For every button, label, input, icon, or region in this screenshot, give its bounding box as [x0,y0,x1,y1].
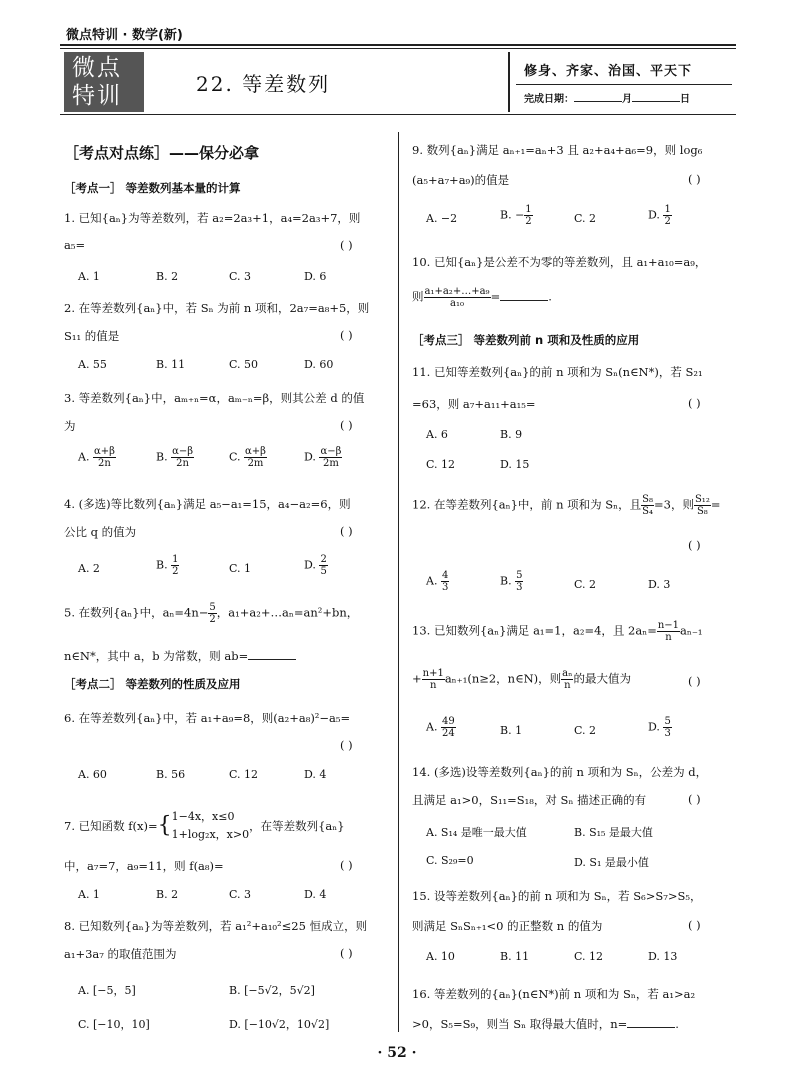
q8-text: 8. 已知数列{aₙ}为等差数列，若 a₁²+a₁₀²≤25 恒成立，则 [64,919,368,933]
q7-answer-paren[interactable]: ( ) [340,858,353,872]
q1-option-c: C. 3 [229,270,252,283]
q15-option-d: D. 13 [648,950,678,963]
q13-option-c: C. 2 [574,724,597,737]
q11-option-d: D. 15 [500,458,530,471]
q12-option-c: C. 2 [574,578,597,591]
q2-text-2: S₁₁ 的值是 [64,329,120,343]
header-rule-thin [60,48,736,49]
q6-option-a: A. 60 [78,768,107,781]
column-divider [398,132,399,1032]
q10-answer-blank[interactable] [500,300,548,301]
q1-text-2: a₅= [64,238,86,252]
q8-answer-paren[interactable]: ( ) [340,946,353,960]
q6-answer-paren[interactable]: ( ) [340,738,353,752]
q2-option-c: C. 50 [229,358,259,371]
q8-option-c: C. [−10，10] [78,1018,150,1031]
q7-option-a: A. 1 [78,888,100,901]
q3-option-a: A. $\frac{\alpha+\beta}{2n}$ [78,446,115,469]
series-label: 微点特训 · 数学(新) [66,28,183,43]
q8-option-a: A. [−5，5] [78,984,136,997]
q7-text: 7. 已知函数 f(x)={ 1−4x，x≤0 1+log₂x，x>0 ，在等差数列{aₙ} [64,806,345,846]
q9-text: 9. 数列{aₙ}满足 aₙ₊₁=aₙ+3 且 a₂+a₄+a₆=9，则 log₆ [412,143,703,157]
q9-option-a: A. −2 [426,212,458,225]
q3-answer-paren[interactable]: ( ) [340,418,353,432]
q10-text: 10. 已知{aₙ}是公差不为零的等差数列，且 a₁+a₁₀=a₉， [412,255,707,269]
q6-option-b: B. 56 [156,768,186,781]
q5-text: 5. 在数列{aₙ}中，aₙ=4n− $\frac{5}{2}$ ，a₁+a₂+…aₙ=an²+bn， [64,602,359,625]
q11-option-c: C. 12 [426,458,456,471]
q3-text: 3. 等差数列{aₙ}中，aₘ₊ₙ=α，aₘ₋ₙ=β，则其公差 d 的值 [64,391,365,405]
q9-option-c: C. 2 [574,212,597,225]
q2-text: 2. 在等差数列{aₙ}中，若 Sₙ 为前 n 项和，2a₇=a₈+5，则 [64,301,370,315]
q1-answer-paren[interactable]: ( ) [340,238,353,252]
motto-rule [516,84,732,85]
page-number: · 52 · [377,1045,417,1061]
topic-1-heading: ［考点一］ 等差数列基本量的计算 [64,181,241,195]
q14-option-c: C. S₂₉=0 [426,854,474,867]
q8-option-d: D. [−10√2，10√2] [229,1018,330,1031]
q5-answer-blank[interactable] [248,659,296,660]
q12-text: 12. 在等差数列{aₙ}中，前 n 项和为 Sₙ，且 $\frac{\text{S₈}}{\text{S₄}}$ =3，则 $\frac{\text{S₁₂}}{\text{S₈}}$ = [412,494,721,517]
q16-text: 16. 等差数列的{aₙ}(n∈N*)前 n 项和为 Sₙ，若 a₁>a₂ [412,987,696,1001]
q4-option-d: D. $\frac{2}{5}$ [304,554,327,577]
q13-answer-paren[interactable]: ( ) [688,674,701,688]
q14-option-b: B. S₁₅ 是最大值 [574,826,653,839]
q15-option-b: B. 11 [500,950,530,963]
q2-option-a: A. 55 [78,358,107,371]
q10-text-2: 则 $\frac{\text{a₁+a₂+…+a₉}}{\text{a₁₀}}$ = . [412,286,552,309]
q11-option-b: B. 9 [500,428,523,441]
q11-option-a: A. 6 [426,428,448,441]
q4-text: 4. (多选)等比数列{aₙ}满足 a₅−a₁=15，a₄−a₂=6，则 [64,497,351,511]
q2-option-d: D. 60 [304,358,334,371]
q12-option-b: B. $\frac{5}{3}$ [500,570,523,593]
badge-line-2: 特训 [72,83,122,109]
q13-option-d: D. $\frac{5}{3}$ [648,716,671,739]
q13-text-2: + $\frac{n+1}{n}$ aₙ₊₁(n≥2，n∈N)，则 $\frac{\text{aₙ}}{n}$ 的最大值为 [412,668,631,691]
q1-option-a: A. 1 [78,270,100,283]
q9-option-d: D. $\frac{1}{2}$ [648,204,671,227]
q4-option-b: B. $\frac{1}{2}$ [156,554,179,577]
topic-2-heading: ［考点二］ 等差数列的性质及应用 [64,677,241,691]
day-label: 日 [680,94,690,105]
q8-option-b: B. [−5√2，5√2] [229,984,315,997]
series-badge [64,52,144,112]
q11-answer-paren[interactable]: ( ) [688,396,701,410]
header-rule [60,44,736,46]
date-label: 完成日期： [524,94,574,105]
q15-option-c: C. 12 [574,950,604,963]
q3-option-b: B. $\frac{\alpha-\beta}{2n}$ [156,446,194,469]
q16-answer-blank[interactable] [627,1027,675,1028]
q2-answer-paren[interactable]: ( ) [340,328,353,342]
q3-text-2: 为 [64,419,76,433]
q12-option-a: A. $\frac{4}{3}$ [426,570,449,593]
month-label: 月 [622,94,632,105]
q12-option-d: D. 3 [648,578,671,591]
q7-text-2: 中，a₇=7，a₉=11，则 f(a₈)= [64,859,224,873]
q4-text-2: 公比 q 的值为 [64,525,137,539]
q14-option-a: A. S₁₄ 是唯一最大值 [426,826,527,839]
header-bottom-rule [60,114,736,115]
q14-text: 14. (多选)设等差数列{aₙ}的前 n 项和为 Sₙ，公差为 d， [412,765,708,779]
day-blank[interactable] [632,101,680,102]
q6-option-d: D. 4 [304,768,327,781]
completion-date [524,90,690,105]
q4-option-c: C. 1 [229,562,252,575]
q14-answer-paren[interactable]: ( ) [688,792,701,806]
q11-text: 11. 已知等差数列{aₙ}的前 n 项和为 Sₙ(n∈N*)，若 S₂₁ [412,365,703,379]
topic-3-heading: ［考点三］ 等差数列前 n 项和及性质的应用 [412,333,640,347]
q3-option-d: D. $\frac{\alpha-\beta}{2m}$ [304,446,342,469]
section-heading: ［考点对点练］——保分必拿 [64,144,260,162]
q7-option-c: C. 3 [229,888,252,901]
q6-text: 6. 在等差数列{aₙ}中，若 a₁+a₉=8，则(a₂+a₈)²−a₅= [64,711,351,725]
q7-case-2: 1+log₂x，x>0 [171,828,250,841]
q7-option-d: D. 4 [304,888,327,901]
q4-answer-paren[interactable]: ( ) [340,524,353,538]
q3-option-c: C. $\frac{\alpha+\beta}{2m}$ [229,446,266,469]
q11-text-2: =63，则 a₇+a₁₁+a₁₅= [412,397,536,411]
q16-text-2: >0，S₅=S₉，则当 Sₙ 取得最大值时，n= . [412,1017,679,1031]
q14-text-2: 且满足 a₁>0，S₁₁=S₁₈，对 Sₙ 描述正确的有 [412,793,647,807]
motto-box [508,52,732,112]
q2-option-b: B. 11 [156,358,186,371]
q1-option-b: B. 2 [156,270,179,283]
q12-answer-paren[interactable]: ( ) [688,538,701,552]
q6-option-c: C. 12 [229,768,259,781]
q8-text-2: a₁+3a₇ 的取值范围为 [64,947,177,961]
q9-option-b: B. − $\frac{1}{2}$ [500,204,532,227]
q13-option-a: A. $\frac{49}{24}$ [426,716,455,739]
q9-text-2: (a₅+a₇+a₉)的值是 [412,173,510,187]
q15-text-2: 则满足 SₙSₙ₊₁<0 的正整数 n 的值为 [412,919,603,933]
month-blank[interactable] [574,101,622,102]
q13-option-b: B. 1 [500,724,523,737]
lesson-title: 22. 等差数列 [196,72,331,96]
q9-answer-paren[interactable]: ( ) [688,172,701,186]
q13-text: 13. 已知数列{aₙ}满足 a₁=1，a₂=4，且 2aₙ= $\frac{n-1}{n}$ aₙ₋₁ [412,620,703,643]
q7-case-1: 1−4x，x≤0 [171,810,235,823]
motto: 修身、齐家、治国、平天下 [524,64,693,79]
q1-option-d: D. 6 [304,270,327,283]
q15-answer-paren[interactable]: ( ) [688,918,701,932]
q1-text: 1. 已知{aₙ}为等差数列，若 a₂=2a₃+1，a₄=2a₃+7，则 [64,211,361,225]
q7-option-b: B. 2 [156,888,179,901]
q5-text-2: n∈N*，其中 a，b 为常数，则 ab= [64,648,296,664]
q15-option-a: A. 10 [426,950,455,963]
q14-option-d: D. S₁ 是最小值 [574,856,649,869]
q4-option-a: A. 2 [78,562,100,575]
q15-text: 15. 设等差数列{aₙ}的前 n 项和为 Sₙ，若 S₆>S₇>S₅， [412,889,702,903]
badge-line-1: 微点 [72,55,122,81]
